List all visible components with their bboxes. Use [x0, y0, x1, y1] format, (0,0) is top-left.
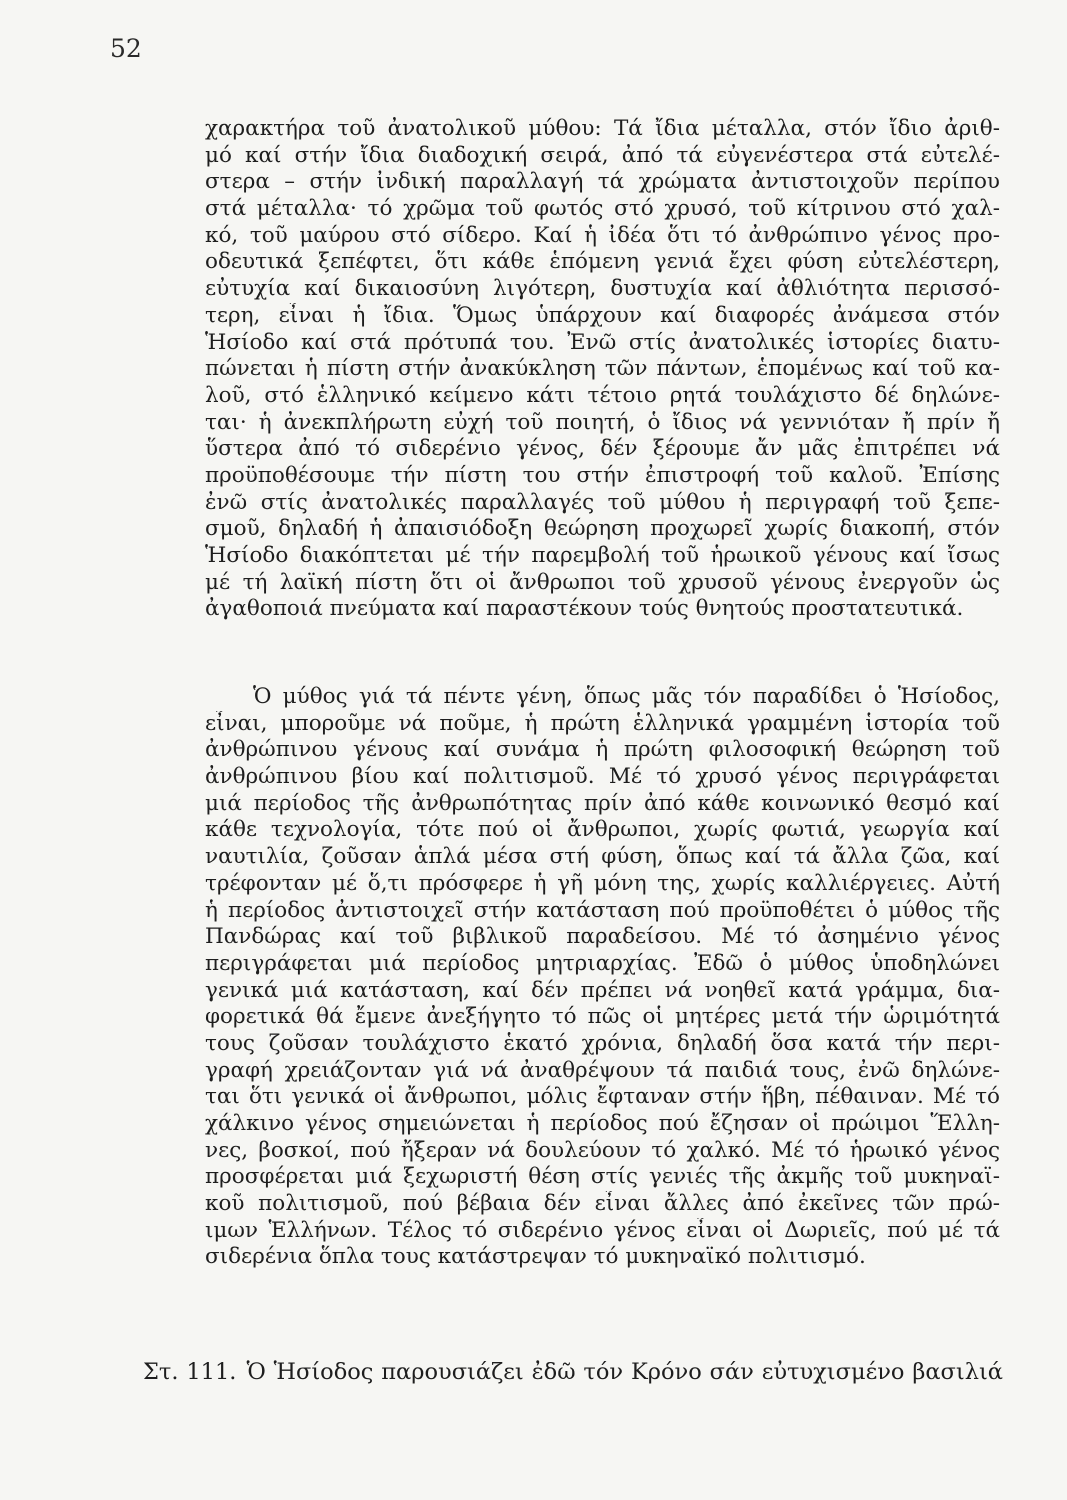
- text-line: μό καί στήν ἴδια διαδοχική σειρά, ἀπό τά εὐγενέστερα στά εὐτελέ-: [205, 142, 1000, 168]
- commentary-note: [143, 1358, 1003, 1386]
- text-line: τους ζοῦσαν τουλάχιστο ἑκατό χρόνια, δηλαδή ὅσα κατά τήν περι-: [205, 1030, 1000, 1056]
- text-line: σιδερένια ὅπλα τους κατάστρεψαν τό μυκηναϊκό πολιτισμό.: [205, 1244, 866, 1270]
- page-number: 52: [110, 34, 142, 63]
- text-line: γραφή χρειάζονταν γιά νά ἀναθρέψουν τά παιδιά τους, ἐνῶ δηλώνε-: [205, 1057, 1000, 1083]
- text-line: σμοῦ, δηλαδή ἡ ἀπαισιόδοξη θεώρηση προχωρεῖ χωρίς διακοπή, στόν: [205, 516, 1000, 542]
- text-line: λοῦ, στό ἑλληνικό κείμενο κάτι τέτοιο ρητά τουλάχιστο δέ δηλώνε-: [205, 382, 1000, 408]
- text-line: ὕστερα ἀπό τό σιδερένιο γένος, δέν ξέρουμε ἄν μᾶς ἐπιτρέπει νά: [205, 436, 1000, 462]
- text-line: Ὁ μύθος γιά τά πέντε γένη, ὅπως μᾶς τόν παραδίδει ὁ Ἡσίοδος,: [253, 684, 1000, 709]
- text-line: τρέφονταν μέ ὅ,τι πρόσφερε ἡ γῆ μόνη της, χωρίς καλλιέργειες. Αὐτή: [205, 870, 1000, 896]
- text-line: νες, βοσκοί, πού ἤξεραν νά δουλεύουν τό χαλκό. Μέ τό ἡρωικό γένος: [205, 1137, 1000, 1163]
- text-line: χάλκινο γένος σημειώνεται ἡ περίοδος πού ἔζησαν οἱ πρώιμοι Ἕλλη-: [205, 1111, 1000, 1136]
- text-line: στερα – στήν ἰνδική παραλλαγή τά χρώματα ἀντιστοιχοῦν περίπου: [205, 169, 1000, 195]
- text-line: πώνεται ἡ πίστη στήν ἀνακύκληση τῶν πάντων, ἑπομένως καί τοῦ κα-: [205, 356, 1000, 382]
- text-line: κοῦ πολιτισμοῦ, πού βέβαια δέν εἶναι ἄλλες ἀπό ἐκεῖνες τῶν πρώ-: [205, 1191, 1000, 1217]
- text-line: προϋποθέσουμε τήν πίστη του στήν ἐπιστροφή τοῦ καλοῦ. Ἐπίσης: [205, 462, 1000, 488]
- text-line: εὐτυχία καί δικαιοσύνη λιγότερη, δυστυχία καί ἀθλιότητα περισσό-: [205, 276, 1000, 302]
- paragraph-2: [205, 684, 1000, 1271]
- text-line: κάθε τεχνολογία, τότε πού οἱ ἄνθρωποι, χωρίς φωτιά, γεωργία καί: [205, 817, 1000, 843]
- text-line: οδευτικά ξεπέφτει, ὅτι κάθε ἑπόμενη γενιά ἔχει φύση εὐτελέστερη,: [205, 249, 1000, 275]
- text-line: ἀνθρώπινου γένους καί συνάμα ἡ πρώτη φιλοσοφική θεώρηση τοῦ: [205, 737, 1000, 763]
- text-line: ἐνῶ στίς ἀνατολικές παραλλαγές τοῦ μύθου ἡ περιγραφή τοῦ ξεπε-: [205, 489, 1000, 515]
- text-line: ναυτιλία, ζοῦσαν ἁπλά μέσα στή φύση, ὅπως καί τά ἄλλα ζῶα, καί: [205, 844, 1000, 870]
- text-line: Ἡσίοδο καί στά πρότυπά του. Ἐνῶ στίς ἀνατολικές ἱστορίες διατυ-: [205, 329, 1000, 355]
- text-line: ἀγαθοποιά πνεύματα καί παραστέκουν τούς θνητούς προστατευτικά.: [205, 596, 964, 622]
- text-line: μέ τή λαϊκή πίστη ὅτι οἱ ἄνθρωποι τοῦ χρυσοῦ γένους ἐνεργοῦν ὡς: [205, 569, 1000, 595]
- text-line: ἀνθρώπινου βίου καί πολιτισμοῦ. Μέ τό χρυσό γένος περιγράφεται: [205, 764, 1000, 790]
- text-line: ιμων Ἑλλήνων. Τέλος τό σιδερένιο γένος εἶναι οἱ Δωριεῖς, πού μέ τά: [205, 1217, 1000, 1243]
- text-line: γενικά μιά κατάσταση, καί δέν πρέπει νά νοηθεῖ κατά γράμμα, δια-: [205, 977, 1000, 1003]
- text-line: ἡ περίοδος ἀντιστοιχεῖ στήν κατάσταση πού προϋποθέτει ὁ μύθος τῆς: [205, 897, 1000, 923]
- note-line-reference: Στ. 111.: [143, 1359, 237, 1385]
- text-line: χαρακτήρα τοῦ ἀνατολικοῦ μύθου: Τά ἴδια μέταλλα, στόν ἴδιο ἀριθ-: [205, 116, 1000, 141]
- text-line: φορετικά θά ἔμενε ἀνεξήγητο τό πῶς οἱ μητέρες μετά τήν ὡριμότητά: [205, 1004, 1000, 1030]
- text-line: τερη, εἶναι ἡ ἴδια. Ὅμως ὑπάρχουν καί διαφορές ἀνάμεσα στόν: [205, 302, 1000, 328]
- text-line: στά μέταλλα· τό χρῶμα τοῦ φωτός στό χρυσό, τοῦ κίτρινου στό χαλ-: [205, 196, 1000, 222]
- text-line: ται· ἡ ἀνεκπλήρωτη εὐχή τοῦ ποιητή, ὁ ἴδιος νά γεννιόταν ἤ πρίν ἤ: [205, 409, 1000, 435]
- note-text: Ὁ Ἡσίοδος παρουσιάζει ἐδῶ τόν Κρόνο σάν εὐτυχισμένο βασιλιά: [246, 1359, 1003, 1385]
- text-line: κό, τοῦ μαύρου στό σίδερο. Καί ἡ ἰδέα ὅτι τό ἀνθρώπινο γένος προ-: [205, 222, 1000, 248]
- text-line: Πανδώρας καί τοῦ βιβλικοῦ παραδείσου. Μέ τό ἀσημένιο γένος: [205, 924, 1000, 950]
- paragraph-1: [205, 116, 1000, 623]
- text-line: εἶναι, μποροῦμε νά ποῦμε, ἡ πρώτη ἑλληνικά γραμμένη ἱστορία τοῦ: [205, 710, 1000, 736]
- text-line: περιγράφεται μιά περίοδος μητριαρχίας. Ἐδῶ ὁ μύθος ὑποδηλώνει: [205, 950, 1000, 976]
- text-line: ται ὅτι γενικά οἱ ἄνθρωποι, μόλις ἔφταναν στήν ἥβη, πέθαιναν. Μέ τό: [205, 1084, 1000, 1110]
- text-line: μιά περίοδος τῆς ἀνθρωπότητας πρίν ἀπό κάθε κοινωνικό θεσμό καί: [205, 790, 1000, 816]
- text-line: προσφέρεται μιά ξεχωριστή θέση στίς γενιές τῆς ἀκμῆς τοῦ μυκηναϊ-: [205, 1164, 1000, 1190]
- text-line: Ἡσίοδο διακόπτεται μέ τήν παρεμβολή τοῦ ἡρωικοῦ γένους καί ἴσως: [205, 543, 1000, 568]
